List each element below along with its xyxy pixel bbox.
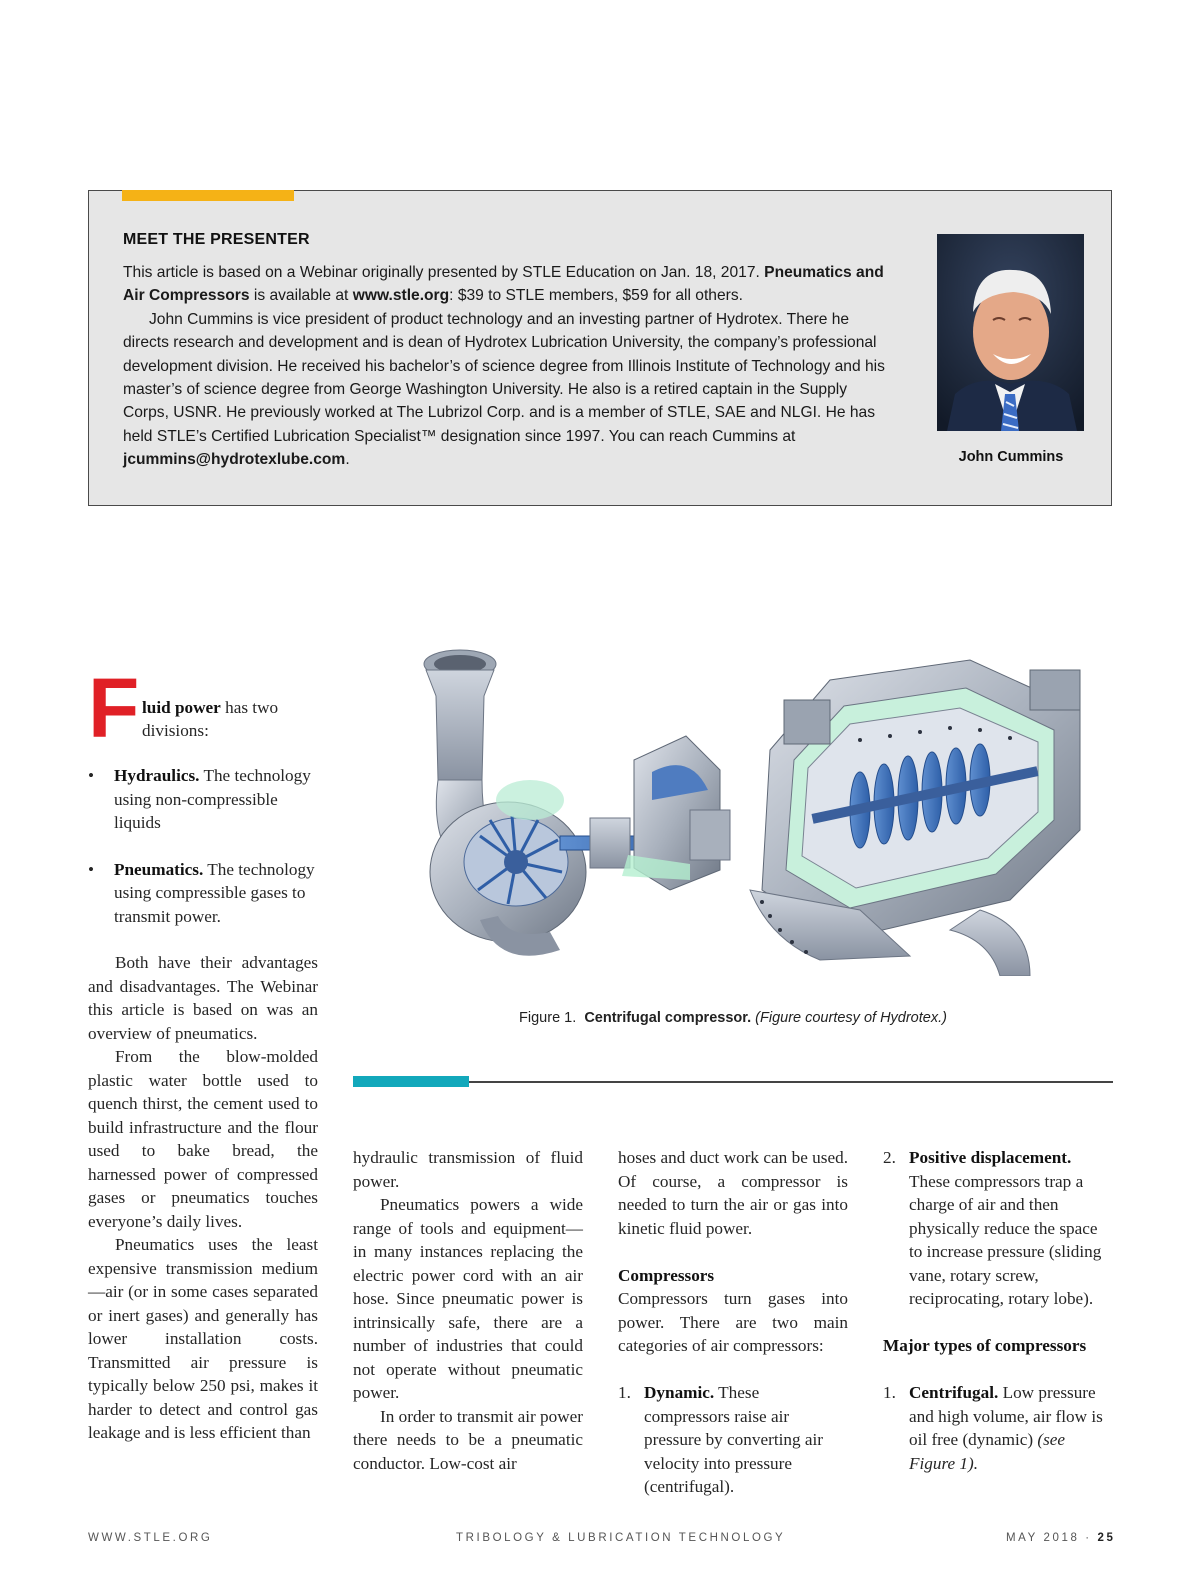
column-2 bbox=[353, 1146, 583, 1475]
presenter-heading: MEET THE PRESENTER bbox=[123, 231, 310, 248]
paragraph-continued: hydraulic transmission of fluid power. bbox=[353, 1148, 583, 1191]
list-item-dynamic: 1. Dynamic. These compressors raise air pressure by converting air velocity into pressure (centrifugal). bbox=[618, 1383, 823, 1496]
webinar-title: Pneumatics and Air Compressors bbox=[123, 264, 884, 305]
bio-paragraph: John Cummins is vice president of product technology and an investing partner of Hydrotex. There he directs research and development and is dean of Hydrotex Lubrication University, the company’s professional development division. He received his bachelor’s of science degree from Illinois Institute of Technology and his master’s of science degree from George Washington University. He also is a retired captain in the Supply Corps, USNR. He previously worked at The Lubrizol Corp. and is a member of STLE, SAE and NLGI. He has held STLE’s Certified Lubrication Specialist™ designation since 1997. You can reach Cummins at jcummins@hydrotexlube.com. bbox=[123, 310, 885, 469]
column-3 bbox=[618, 1146, 848, 1499]
presenter-photo bbox=[937, 234, 1084, 431]
presenter-box bbox=[88, 190, 1112, 506]
bullet-icon: • bbox=[88, 766, 95, 785]
paragraph-least-expensive: Pneumatics uses the least expensive transmission medium—air (or in some cases separated or inert gases) and generally has lower installation costs. Transmitted air pressure is typically below 250 psi, makes it harder to detect and control gas leakage and is less efficient than bbox=[88, 1235, 318, 1442]
paragraph-compressors: Compressors turn gases into power. There are two main categories of air compressors: bbox=[618, 1289, 848, 1355]
photo-caption: John Cummins bbox=[958, 449, 1064, 465]
paragraph-advantages: Both have their advantages and disadvantages. The Webinar this article is based on was an overview of pneumatics. bbox=[88, 953, 318, 1043]
paragraph-continued: hoses and duct work can be used. Of course, a compressor is needed to turn the air or gas into kinetic fluid power. bbox=[618, 1148, 848, 1238]
intro: F luid power has two divisions: bbox=[88, 661, 279, 755]
figure-caption bbox=[353, 1010, 1113, 1026]
divider-accent bbox=[353, 1076, 469, 1087]
figure-label: Figure 1. bbox=[519, 1010, 577, 1026]
accent-bar bbox=[122, 190, 294, 201]
column-4 bbox=[883, 1146, 1113, 1475]
figure-title: Centrifugal compressor. bbox=[584, 1010, 752, 1026]
paragraph-pneumatics-powers: Pneumatics powers a wide range of tools and equipment—in many instances replacing the electric power cord with an air hose. Since pneumatic power is intrinsically safe, there are a number of industries that could not operate without pneumatic power. bbox=[353, 1195, 583, 1402]
footer-separator: · bbox=[1085, 1532, 1092, 1544]
footer-publication: TRIBOLOGY & LUBRICATION TECHNOLOGY bbox=[456, 1532, 786, 1544]
major-types-heading: Major types of compressors bbox=[883, 1336, 1087, 1355]
paragraph-transmit: In order to transmit air power there needs to be a pneumatic conductor. Low-cost air bbox=[353, 1406, 583, 1473]
compressors-heading: Compressors bbox=[618, 1265, 715, 1285]
page-number: 25 bbox=[1097, 1532, 1116, 1544]
presenter-bio bbox=[123, 261, 885, 472]
bullet-pneumatics: • Pneumatics. The technology using compressible gases to transmit power. bbox=[88, 859, 315, 926]
webinar-info: This article is based on a Webinar originally presented by STLE Education on Jan. 18, 2017. Pneumatics and Air Compressors is available at www.stle.org: $39 to STLE members, $59 for all others. bbox=[123, 264, 884, 305]
bullet-icon: • bbox=[88, 859, 95, 879]
footer-website[interactable]: WWW.STLE.ORG bbox=[88, 1532, 213, 1544]
drop-cap: F bbox=[88, 661, 140, 755]
right-compressor bbox=[750, 660, 1080, 976]
list-item-centrifugal: 1. Centrifugal. Low pressure and high volume, air flow is oil free (dynamic) (see Figure 1). bbox=[883, 1383, 1103, 1473]
figure-credit: (Figure courtesy of Hydrotex.) bbox=[755, 1010, 947, 1026]
compressor-figure bbox=[390, 640, 1102, 976]
footer-page-info bbox=[1006, 1532, 1115, 1544]
bullet-hydraulics: • Hydraulics. The technology using non-compressible liquids bbox=[88, 766, 311, 832]
email-link[interactable]: jcummins@hydrotexlube.com bbox=[123, 451, 346, 469]
left-compressor bbox=[424, 650, 730, 956]
centrifugal-compressor-illustration bbox=[390, 640, 1102, 976]
paragraph-bottle: From the blow-molded plastic water bottle used to quench thirst, the cement used to build infrastructure and the flour used to bake bread, the harnessed power of compressed gases or pneumatics touches everyone’s daily lives. bbox=[88, 1047, 318, 1231]
footer-date: MAY 2018 bbox=[1006, 1532, 1080, 1544]
list-item-positive-displacement: 2. Positive displacement. These compressors trap a charge of air and then physically reduce the space to increase pressure (sliding vane, rotary screw, reciprocating, rotary lobe). bbox=[883, 1148, 1102, 1308]
stle-link[interactable]: www.stle.org bbox=[352, 287, 450, 305]
column-1 bbox=[88, 661, 318, 1445]
portrait-image bbox=[937, 234, 1084, 431]
